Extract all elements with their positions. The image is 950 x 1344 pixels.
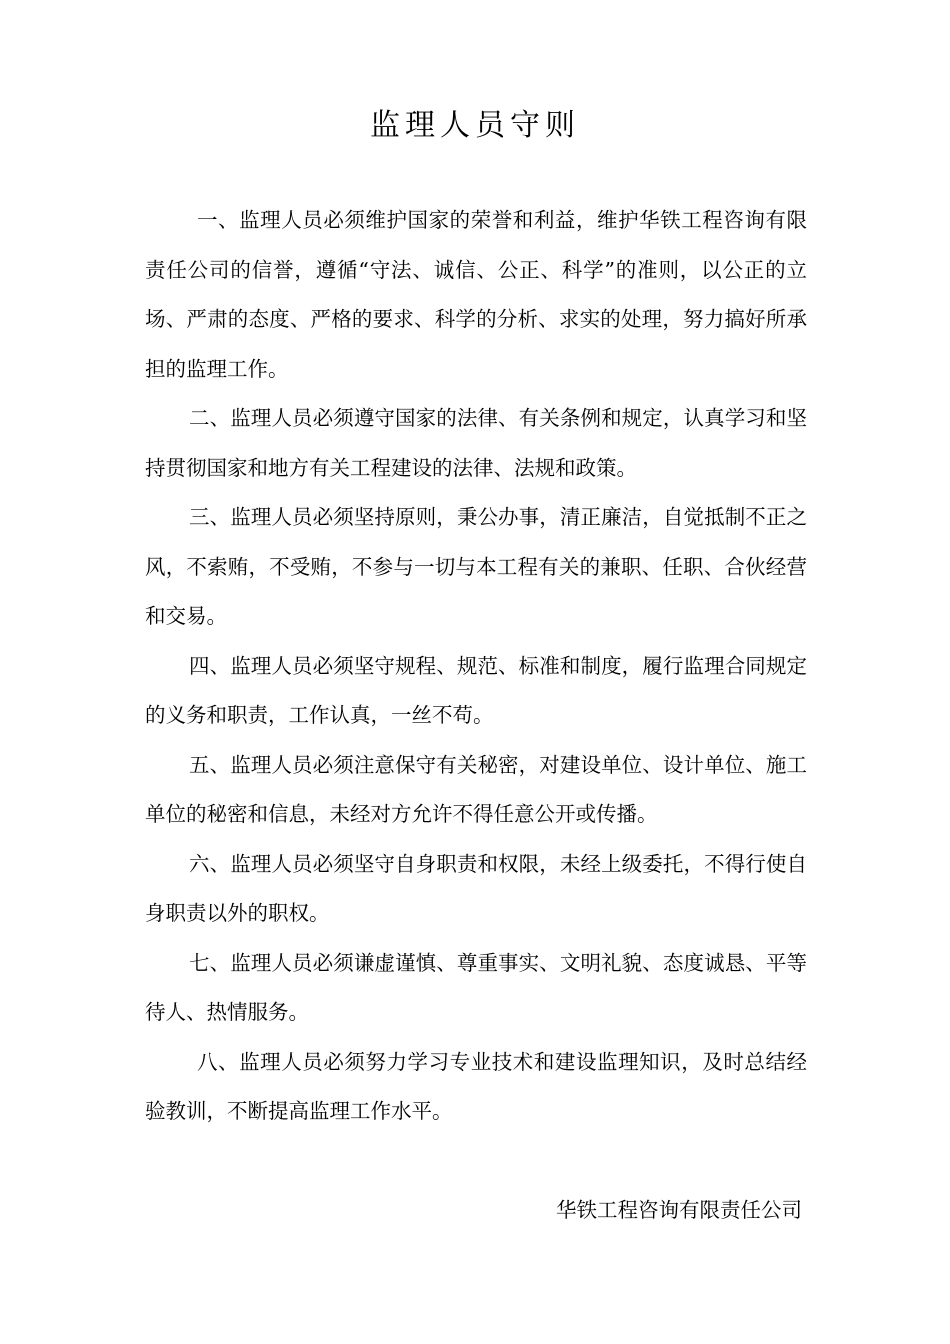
rule-paragraph-1: 一、监理人员必须维护国家的荣誉和利益，维护华铁工程咨询有限责任公司的信誉，遵循“守法、诚信、公正、科学”的准则，以公正的立场、严肃的态度、严格的要求、科学的分析、求实的处理，努力搞好所承担的监理工作。	[145, 208, 807, 381]
rule-paragraph-6: 六、监理人员必须坚守自身职责和权限，未经上级委托，不得行使自身职责以外的职权。	[145, 851, 807, 925]
rules-body	[145, 196, 807, 1137]
rule-paragraph-4: 四、监理人员必须坚守规程、规范、标准和制度，履行监理合同规定的义务和职责，工作认真，一丝不苟。	[145, 653, 807, 727]
company-signature: 华铁工程咨询有限责任公司	[556, 1198, 802, 1222]
document-title: 监理人员守则	[370, 108, 580, 143]
rule-paragraph-5: 五、监理人员必须注意保守有关秘密，对建设单位、设计单位、施工单位的秘密和信息，未经对方允许不得任意公开或传播。	[145, 752, 807, 826]
rule-paragraph-3: 三、监理人员必须坚持原则，秉公办事，清正廉洁，自觉抵制不正之风，不索贿，不受贿，不参与一切与本工程有关的兼职、任职、合伙经营和交易。	[145, 505, 807, 628]
rule-paragraph-8: 八、监理人员必须努力学习专业技术和建设监理知识，及时总结经验教训，不断提高监理工作水平。	[145, 1049, 807, 1123]
rule-paragraph-7: 七、监理人员必须谦虚谨慎、尊重事实、文明礼貌、态度诚恳、平等待人、热情服务。	[145, 950, 807, 1024]
rule-paragraph-2: 二、监理人员必须遵守国家的法律、有关条例和规定，认真学习和坚持贯彻国家和地方有关工程建设的法律、法规和政策。	[145, 406, 807, 480]
